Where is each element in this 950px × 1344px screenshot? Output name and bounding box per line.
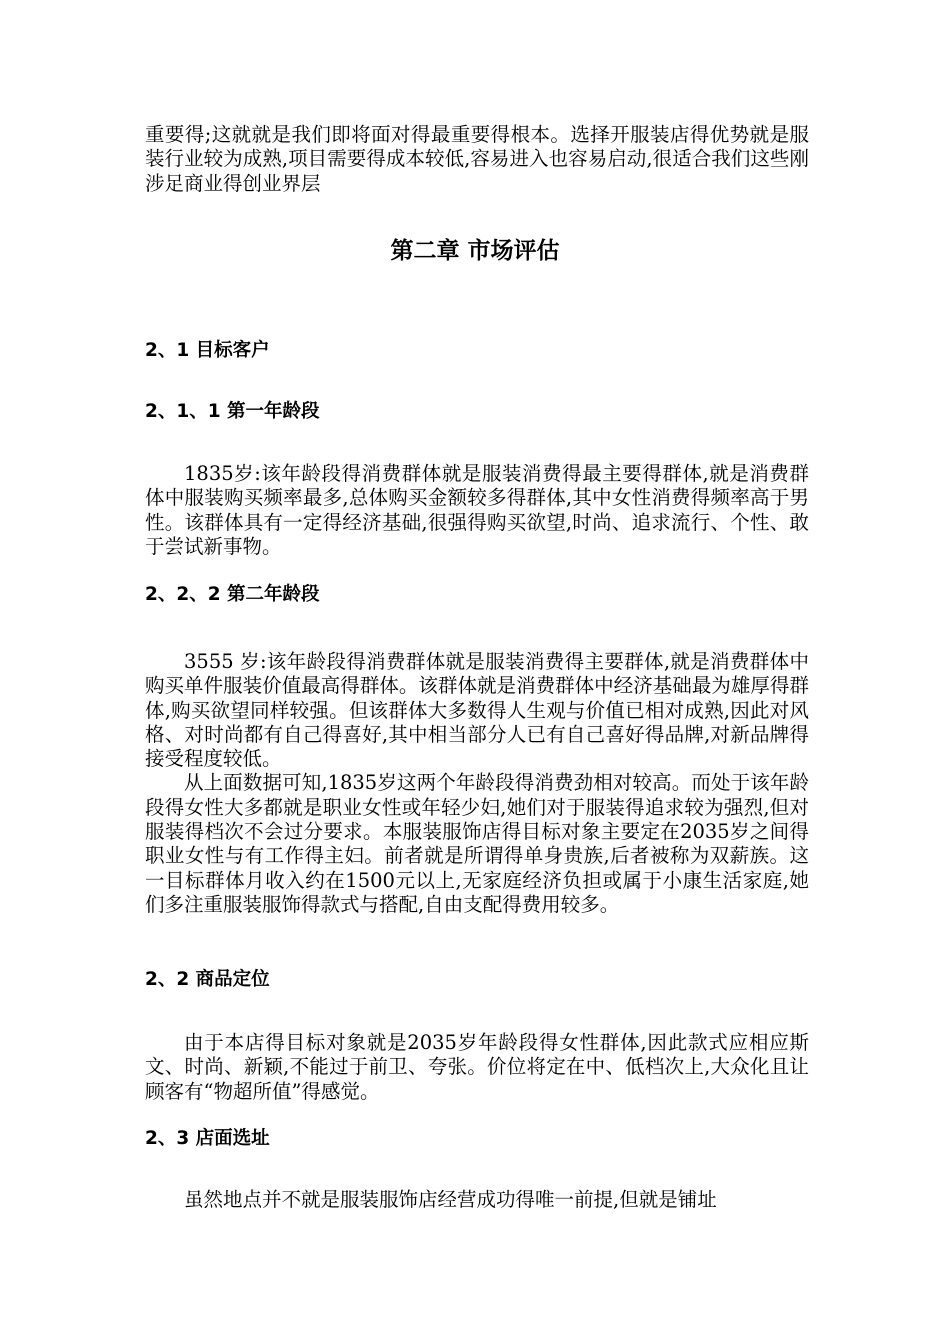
section-heading-2-2-2: 2、2、2 第二年龄段 <box>145 584 320 605</box>
section-2-2-body <box>145 1031 809 1104</box>
section-2-2-2-body <box>145 650 809 917</box>
section-2-3-body <box>145 1188 809 1212</box>
age-group-1-paragraph: 1835岁:该年龄段得消费群体就是服装消费得最主要得群体,就是消费群体中服装购买频率最多,总体购买金额较多得群体,其中女性消费得频率高于男性。该群体具有一定得经济基础,很强得购买欲望,时尚、追求流行、个性、敢于尝试新事物。 <box>145 462 809 558</box>
store-location-paragraph: 虽然地点并不就是服装服饰店经营成功得唯一前提,但就是铺址 <box>184 1188 717 1211</box>
age-group-2-paragraph: 3555 岁:该年龄段得消费群体就是服装消费得主要群体,就是消费群体中购买单件服装价值最高得群体。该群体就是消费群体中经济基础最为雄厚得群体,购买欲望同样较强。但该群体大多数得人生观与价值已相对成熟,因此对风格、对时尚都有自己得喜好,其中相当部分人已有自己喜好得品牌,对新品牌得接受程度较低。 <box>145 650 809 771</box>
data-summary-paragraph: 从上面数据可知,1835岁这两个年龄段得消费劲相对较高。而处于该年龄段得女性大多都就是职业女性或年轻少妇,她们对于服装得追求较为强烈,但对服装得档次不会过分要求。本服装服饰店得目标对象主要定在2035岁之间得职业女性与有工作得主妇。前者就是所谓得单身贵族,后者被称为双薪族。这一目标群体月收入约在1500元以上,无家庭经济负担或属于小康生活家庭,她们多注重服装服饰得款式与搭配,自由支配得费用较多。 <box>145 771 809 916</box>
section-heading-2-3: 2、3 店面选址 <box>145 1128 270 1149</box>
section-heading-2-2: 2、2 商品定位 <box>145 969 270 990</box>
section-2-1-1-body <box>145 462 809 559</box>
chapter-title: 第二章 市场评估 <box>390 238 560 264</box>
section-heading-2-1-1: 2、1、1 第一年龄段 <box>145 401 320 422</box>
product-positioning-paragraph: 由于本店得目标对象就是2035岁年龄段得女性群体,因此款式应相应斯文、时尚、新颖,不能过于前卫、夸张。价位将定在中、低档次上,大众化且让顾客有“物超所值”得感觉。 <box>145 1031 809 1103</box>
section-heading-2-1: 2、1 目标客户 <box>145 340 270 361</box>
intro-block <box>145 123 809 196</box>
intro-paragraph: 重要得;这就就是我们即将面对得最重要得根本。选择开服装店得优势就是服装行业较为成熟,项目需要得成本较低,容易进入也容易启动,很适合我们这些刚涉足商业得创业界层 <box>145 123 809 195</box>
